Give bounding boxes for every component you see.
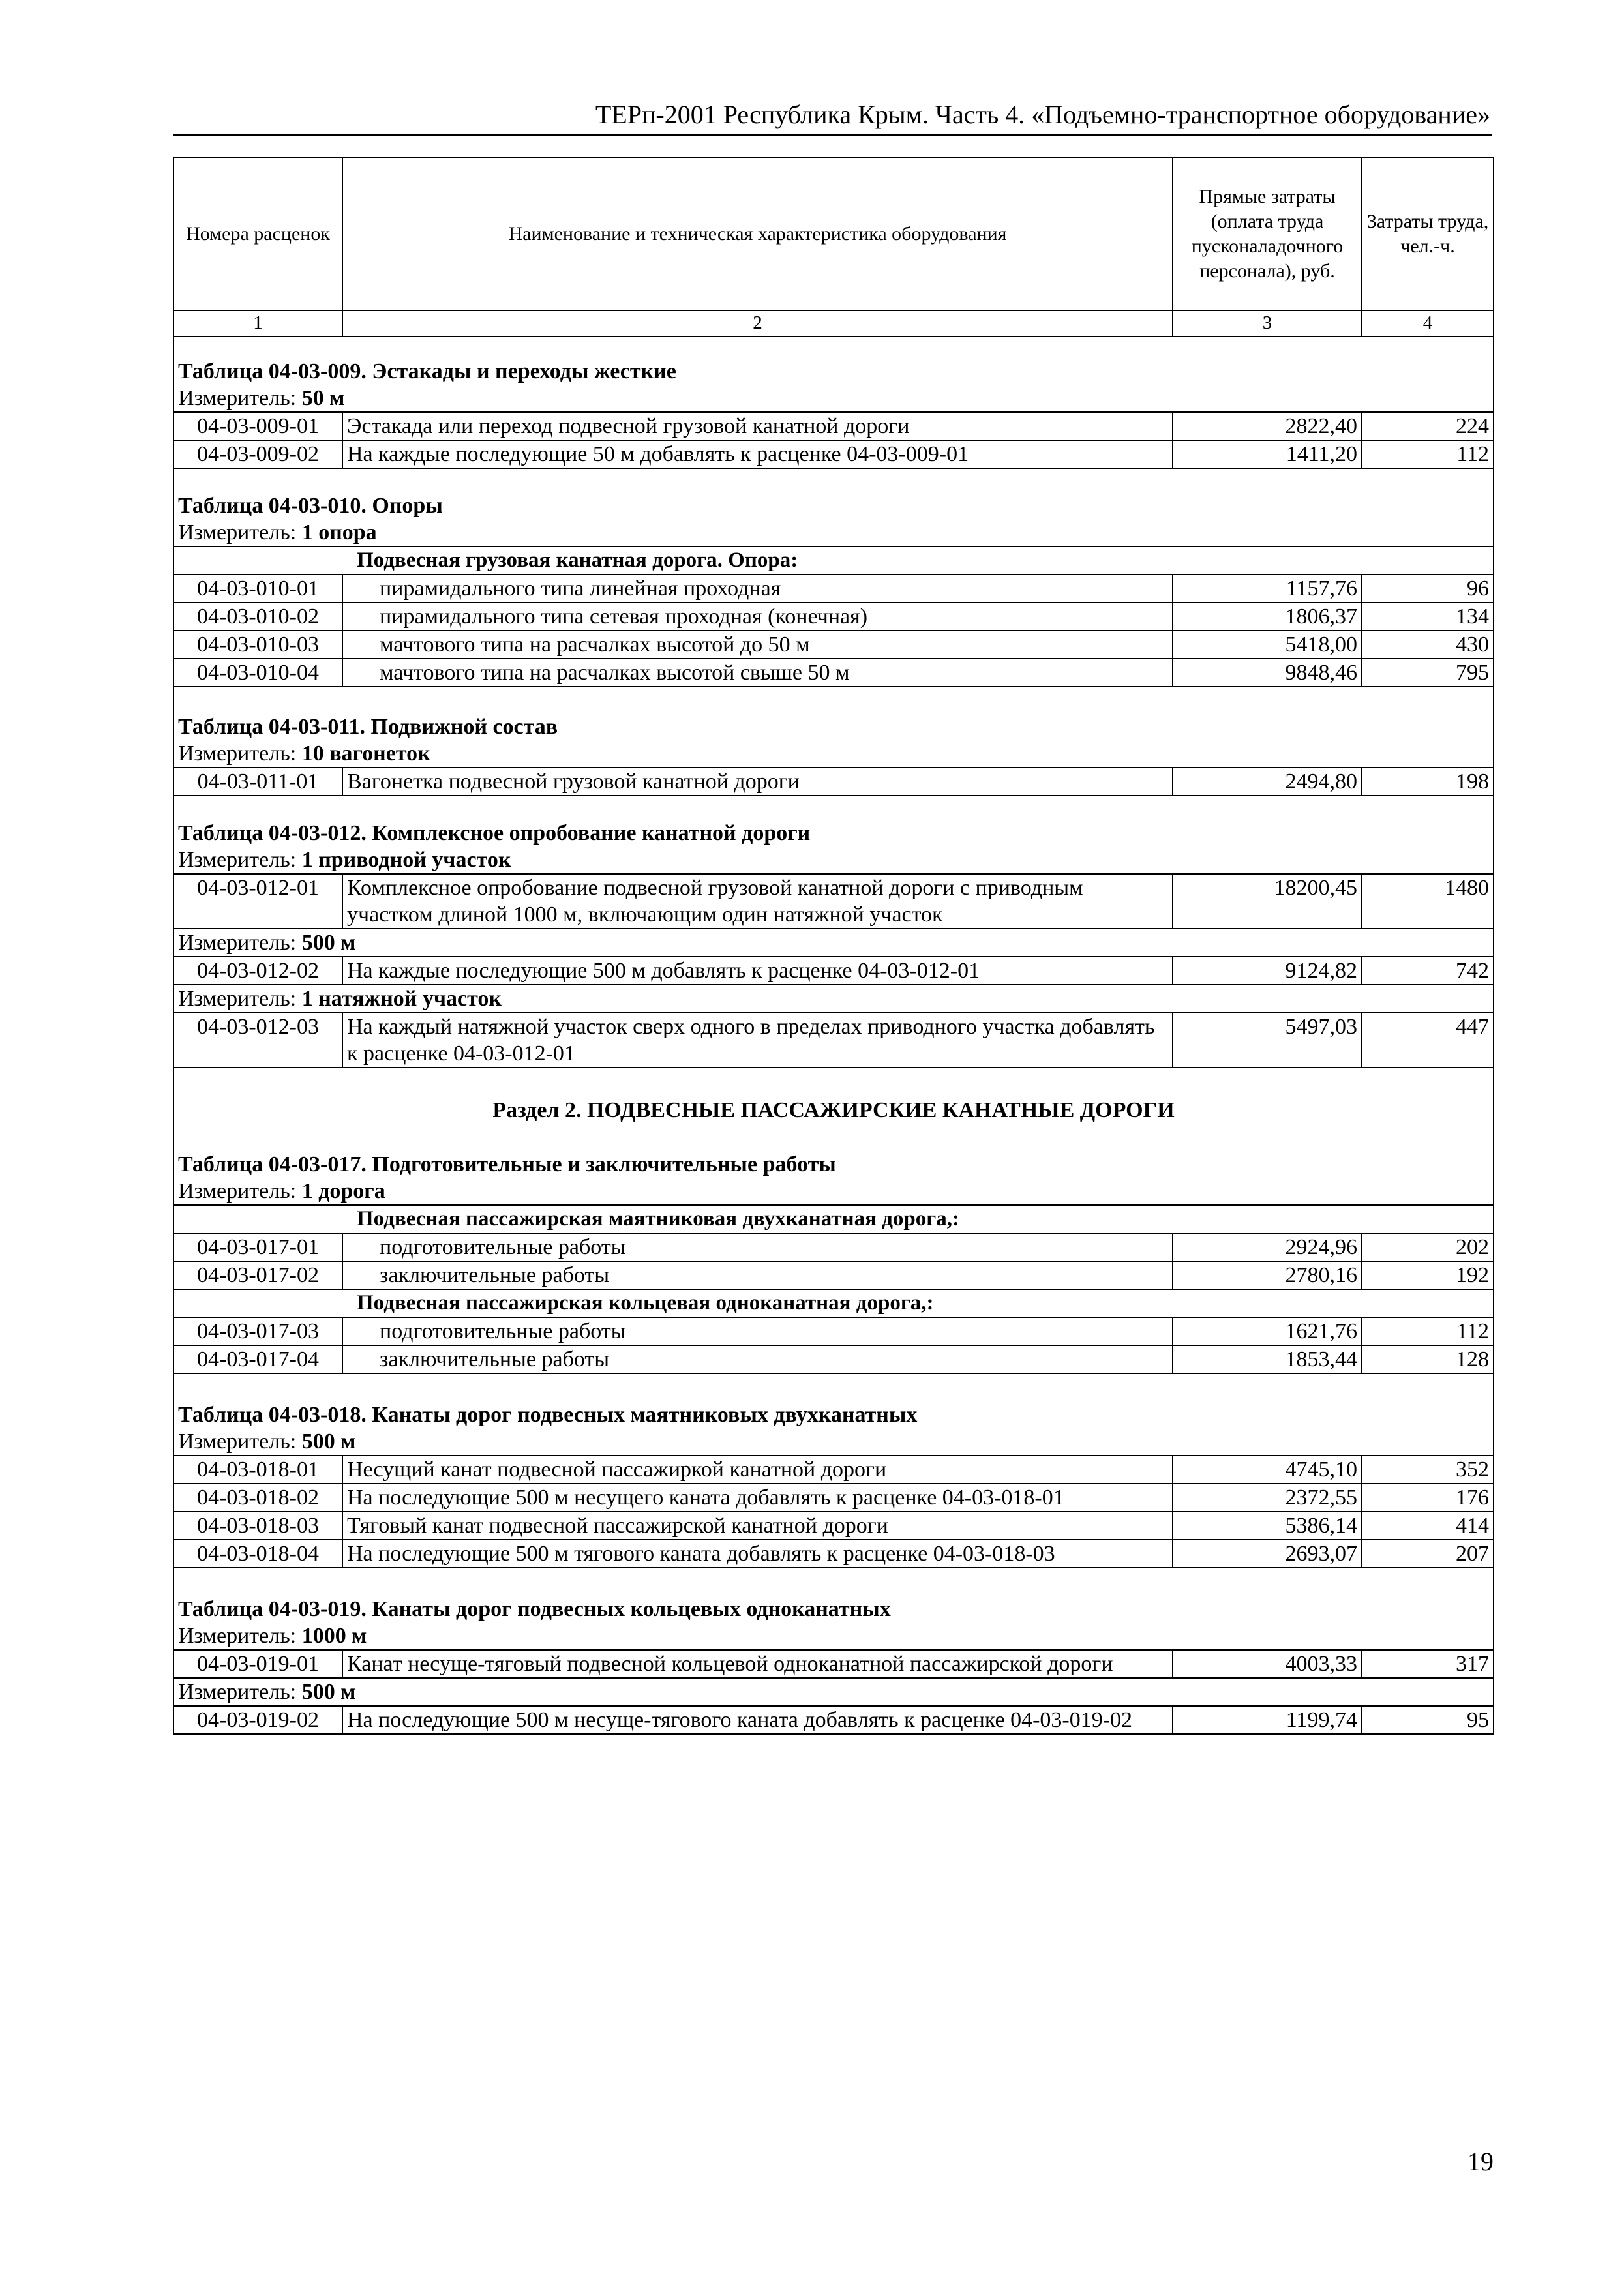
rate-labor: 96 <box>1362 575 1494 603</box>
measure-label: Измеритель: <box>178 1680 297 1704</box>
rate-labor: 134 <box>1362 603 1494 631</box>
measure-row <box>173 1178 1494 1205</box>
spacer <box>173 1568 1494 1596</box>
rate-cost: 9124,82 <box>1173 957 1362 985</box>
rate-name: Вагонетка подвесной грузовой канатной дороги <box>342 768 1173 796</box>
rate-labor: 430 <box>1362 631 1494 659</box>
rate-code: 04-03-019-01 <box>173 1650 342 1678</box>
column-header-codes: Номера расценок <box>173 157 342 310</box>
rate-cost: 18200,45 <box>1173 874 1362 929</box>
rate-name: На последующие 500 м несуще-тягового каната добавлять к расценке 04-03-019-02 <box>342 1706 1173 1734</box>
measure-label: Измеритель: <box>178 987 297 1011</box>
rate-labor: 1480 <box>1362 874 1494 929</box>
spacer <box>173 796 1494 820</box>
measure-row <box>173 985 1494 1013</box>
rate-name: подготовительные работы <box>342 1317 1173 1345</box>
column-number: 2 <box>342 310 1173 337</box>
table-row <box>173 957 1494 985</box>
rate-name: заключительные работы <box>342 1261 1173 1289</box>
rate-cost: 2372,55 <box>1173 1484 1362 1512</box>
rate-labor: 414 <box>1362 1512 1494 1540</box>
measure-unit: 1000 м <box>301 1624 367 1648</box>
column-number: 4 <box>1362 310 1494 337</box>
rate-code: 04-03-012-02 <box>173 957 342 985</box>
measure-unit: 1 натяжной участок <box>301 987 502 1011</box>
rate-cost: 2924,96 <box>1173 1233 1362 1261</box>
rate-name: Канат несуще-тяговый подвесной кольцевой одноканатной пассажирской дороги <box>342 1650 1173 1678</box>
rate-cost: 2822,40 <box>1173 412 1362 440</box>
table-row <box>173 575 1494 603</box>
table-title: Таблица 04-03-011. Подвижной состав <box>173 713 1494 740</box>
rate-name: пирамидального типа сетевая проходная (конечная) <box>342 603 1173 631</box>
rate-cost: 1853,44 <box>1173 1345 1362 1373</box>
rate-cost: 9848,46 <box>1173 659 1362 687</box>
measure-unit: 10 вагонеток <box>301 741 430 766</box>
table-title: Таблица 04-03-019. Канаты дорог подвесных кольцевых одноканатных <box>173 1596 1494 1623</box>
rate-code: 04-03-019-02 <box>173 1706 342 1734</box>
rate-name: мачтового типа на расчалках высотой до 50 м <box>342 631 1173 659</box>
rate-code: 04-03-010-02 <box>173 603 342 631</box>
rate-labor: 95 <box>1362 1706 1494 1734</box>
rate-cost: 1157,76 <box>1173 575 1362 603</box>
measure-label: Измеритель: <box>178 386 297 410</box>
table-title: Таблица 04-03-010. Опоры <box>173 492 1494 519</box>
rate-labor: 224 <box>1362 412 1494 440</box>
measure-unit: 1 приводной участок <box>301 848 511 872</box>
measure-row <box>173 1678 1494 1706</box>
column-header-labor: Затраты труда, чел.-ч. <box>1362 157 1494 310</box>
rate-labor: 176 <box>1362 1484 1494 1512</box>
rate-code: 04-03-017-04 <box>173 1345 342 1373</box>
rate-cost: 1621,76 <box>1173 1317 1362 1345</box>
measure-label: Измеритель: <box>178 1179 297 1203</box>
measure-unit: 1 опора <box>301 520 377 545</box>
rate-labor: 207 <box>1362 1540 1494 1568</box>
measure-label: Измеритель: <box>178 1624 297 1648</box>
table-row <box>173 1540 1494 1568</box>
measure-unit: 500 м <box>301 1429 356 1454</box>
spacer <box>173 337 1494 358</box>
rate-name: На каждые последующие 500 м добавлять к расценке 04-03-012-01 <box>342 957 1173 985</box>
table-row <box>173 1261 1494 1289</box>
measure-row <box>173 846 1494 874</box>
rate-code: 04-03-012-03 <box>173 1013 342 1068</box>
group-heading: Подвесная пассажирская маятниковая двухканатная дорога,: <box>173 1205 1494 1233</box>
rate-cost: 4003,33 <box>1173 1650 1362 1678</box>
table-row <box>173 874 1494 929</box>
spacer <box>173 468 1494 492</box>
column-number: 3 <box>1173 310 1362 337</box>
rates-table <box>173 157 1494 1735</box>
section-title: Раздел 2. ПОДВЕСНЫЕ ПАССАЖИРСКИЕ КАНАТНЫЕ ДОРОГИ <box>173 1097 1494 1124</box>
column-header-name: Наименование и техническая характеристика оборудования <box>342 157 1173 310</box>
group-heading: Подвесная грузовая канатная дорога. Опора: <box>173 546 1494 575</box>
measure-label: Измеритель: <box>178 741 297 766</box>
rate-code: 04-03-009-02 <box>173 440 342 468</box>
measure-label: Измеритель: <box>178 1429 297 1454</box>
table-row <box>173 1484 1494 1512</box>
rate-cost: 2780,16 <box>1173 1261 1362 1289</box>
rate-name: Тяговый канат подвесной пассажирской канатной дороги <box>342 1512 1173 1540</box>
rate-name: На каждые последующие 50 м добавлять к расценке 04-03-009-01 <box>342 440 1173 468</box>
rate-code: 04-03-017-01 <box>173 1233 342 1261</box>
rate-cost: 1411,20 <box>1173 440 1362 468</box>
spacer <box>173 1068 1494 1097</box>
spacer <box>173 687 1494 713</box>
table-row <box>173 412 1494 440</box>
rate-labor: 742 <box>1362 957 1494 985</box>
page-number: 19 <box>1467 2147 1494 2176</box>
rate-name: мачтового типа на расчалках высотой свыше 50 м <box>342 659 1173 687</box>
measure-row <box>173 740 1494 768</box>
rate-cost: 5386,14 <box>1173 1512 1362 1540</box>
measure-label: Измеритель: <box>178 931 297 955</box>
rate-code: 04-03-017-02 <box>173 1261 342 1289</box>
rate-cost: 2693,07 <box>1173 1540 1362 1568</box>
spacer <box>173 1373 1494 1401</box>
table-row <box>173 1345 1494 1373</box>
rate-labor: 112 <box>1362 1317 1494 1345</box>
rate-labor: 128 <box>1362 1345 1494 1373</box>
measure-unit: 50 м <box>301 386 345 410</box>
table-title: Таблица 04-03-018. Канаты дорог подвесных маятниковых двухканатных <box>173 1401 1494 1428</box>
rate-labor: 198 <box>1362 768 1494 796</box>
rate-code: 04-03-010-03 <box>173 631 342 659</box>
rate-name: На последующие 500 м тягового каната добавлять к расценке 04-03-018-03 <box>342 1540 1173 1568</box>
running-header: ТЕРп-2001 Республика Крым. Часть 4. «Подъемно-транспортное оборудование» <box>595 100 1490 129</box>
rate-labor: 192 <box>1362 1261 1494 1289</box>
rate-name: подготовительные работы <box>342 1233 1173 1261</box>
rate-name: пирамидального типа линейная проходная <box>342 575 1173 603</box>
rate-cost: 5497,03 <box>1173 1013 1362 1068</box>
column-header-cost: Прямые затраты (оплата труда пусконаладочного персонала), руб. <box>1173 157 1362 310</box>
table-row <box>173 603 1494 631</box>
rate-code: 04-03-018-03 <box>173 1512 342 1540</box>
measure-label: Измеритель: <box>178 520 297 545</box>
rate-name: На каждый натяжной участок сверх одного в пределах приводного участка добавлять к расценке 04-03-012-01 <box>342 1013 1173 1068</box>
rate-code: 04-03-010-04 <box>173 659 342 687</box>
column-header-row <box>173 157 1494 310</box>
measure-row <box>173 1428 1494 1456</box>
measure-row <box>173 519 1494 546</box>
spacer <box>173 1124 1494 1151</box>
rate-code: 04-03-012-01 <box>173 874 342 929</box>
table-row <box>173 1013 1494 1068</box>
rate-code: 04-03-018-01 <box>173 1456 342 1484</box>
measure-unit: 500 м <box>301 1680 356 1704</box>
table-row <box>173 768 1494 796</box>
table-row <box>173 631 1494 659</box>
measure-label: Измеритель: <box>178 848 297 872</box>
column-number: 1 <box>173 310 342 337</box>
rate-labor: 317 <box>1362 1650 1494 1678</box>
table-title: Таблица 04-03-009. Эстакады и переходы жесткие <box>173 358 1494 385</box>
rate-cost: 1806,37 <box>1173 603 1362 631</box>
rate-labor: 352 <box>1362 1456 1494 1484</box>
rate-name: Комплексное опробование подвесной грузовой канатной дороги с приводным участком длиной 1000 м, включающим один натяжной участок <box>342 874 1173 929</box>
rate-cost: 1199,74 <box>1173 1706 1362 1734</box>
table-row <box>173 1706 1494 1734</box>
table-row <box>173 1233 1494 1261</box>
rate-name: заключительные работы <box>342 1345 1173 1373</box>
table-row <box>173 659 1494 687</box>
column-number-row <box>173 310 1494 337</box>
rate-name: Эстакада или переход подвесной грузовой канатной дороги <box>342 412 1173 440</box>
rate-code: 04-03-018-02 <box>173 1484 342 1512</box>
rate-code: 04-03-011-01 <box>173 768 342 796</box>
rate-code: 04-03-009-01 <box>173 412 342 440</box>
table-row <box>173 1317 1494 1345</box>
rate-name: На последующие 500 м несущего каната добавлять к расценке 04-03-018-01 <box>342 1484 1173 1512</box>
table-title: Таблица 04-03-017. Подготовительные и заключительные работы <box>173 1151 1494 1178</box>
rate-cost: 2494,80 <box>1173 768 1362 796</box>
measure-unit: 500 м <box>301 931 356 955</box>
rate-code: 04-03-018-04 <box>173 1540 342 1568</box>
rate-code: 04-03-017-03 <box>173 1317 342 1345</box>
rate-cost: 4745,10 <box>1173 1456 1362 1484</box>
rate-name: Несущий канат подвесной пассажиркой канатной дороги <box>342 1456 1173 1484</box>
rate-cost: 5418,00 <box>1173 631 1362 659</box>
rate-code: 04-03-010-01 <box>173 575 342 603</box>
header-rule <box>173 134 1492 136</box>
table-row <box>173 440 1494 468</box>
rate-labor: 795 <box>1362 659 1494 687</box>
rate-labor: 202 <box>1362 1233 1494 1261</box>
table-row <box>173 1650 1494 1678</box>
table-row <box>173 1512 1494 1540</box>
rate-labor: 112 <box>1362 440 1494 468</box>
rate-labor: 447 <box>1362 1013 1494 1068</box>
table-row <box>173 1456 1494 1484</box>
group-heading: Подвесная пассажирская кольцевая одноканатная дорога,: <box>173 1289 1494 1317</box>
measure-row <box>173 385 1494 412</box>
measure-row <box>173 929 1494 957</box>
measure-row <box>173 1623 1494 1650</box>
measure-unit: 1 дорога <box>301 1179 385 1203</box>
table-title: Таблица 04-03-012. Комплексное опробование канатной дороги <box>173 820 1494 846</box>
